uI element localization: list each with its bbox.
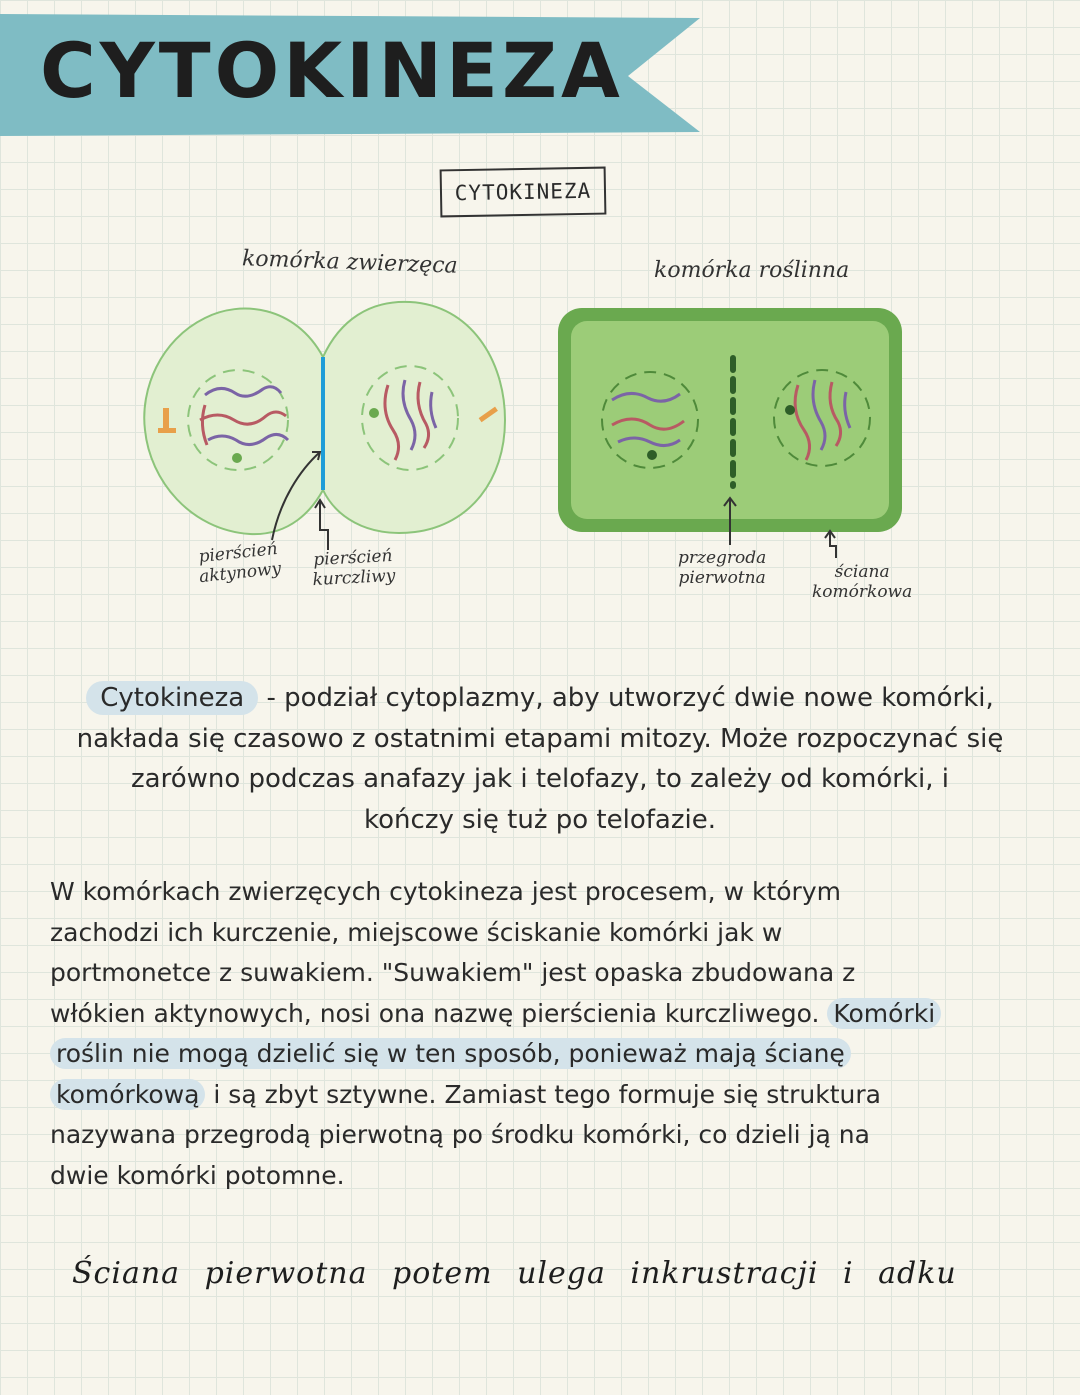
label-cell-wall: ściana komórkowa	[812, 562, 913, 602]
handwritten-footer: Ściana pierwotna potem ulega inkrustracji i adku	[72, 1256, 957, 1291]
term-highlight: Cytokineza	[86, 681, 258, 715]
cytokinesis-diagram	[0, 0, 1080, 640]
plant-cell-label: komórka roślinna	[654, 258, 850, 283]
highlight-komorki: Komórki	[827, 998, 941, 1029]
animal-cell-label: komórka zwierzęca	[241, 246, 459, 279]
explanation-paragraph: W komórkach zwierzęcych cytokineza jest procesem, w którym zachodzi ich kurczenie, miejscowe ściskanie komórki jak w portmonetce z suwakiem. "Suwakiem" jest opaska zbudowana z włókien aktynowych, nosi ona nazwę pierścienia kurczliwego. Komórki roślin nie mogą dzielić się w ten sposób, ponieważ mają ścianę komórkową i są zbyt sztywne. Zamiast tego formuje się struktura nazywana przegrodą pierwotną po środku komórki, co dzieli ją na dwie komórki potomne.	[50, 872, 1050, 1196]
diagram-title-box: CYTOKINEZA	[440, 167, 607, 218]
page-title: CYTOKINEZA	[40, 26, 624, 115]
label-cell-plate: przegroda pierwotna	[678, 548, 767, 588]
definition-block: Cytokineza - podział cytoplazmy, aby utworzyć dwie nowe komórki, nakłada się czasowo z ostatnimi etapami mitozy. Może rozpoczynać się zarówno podczas anafazy jak i telofazy, to zależy od komórki, i kończy się tuż po telofazie.	[76, 683, 1004, 835]
highlight-komorkowa: komórkową	[50, 1079, 205, 1110]
label-actin-ring: pierścień aktynowy	[197, 538, 283, 588]
plant-cell	[558, 308, 902, 558]
animal-cell	[144, 302, 505, 550]
label-contractile-ring: pierścień kurczliwy	[312, 545, 396, 591]
